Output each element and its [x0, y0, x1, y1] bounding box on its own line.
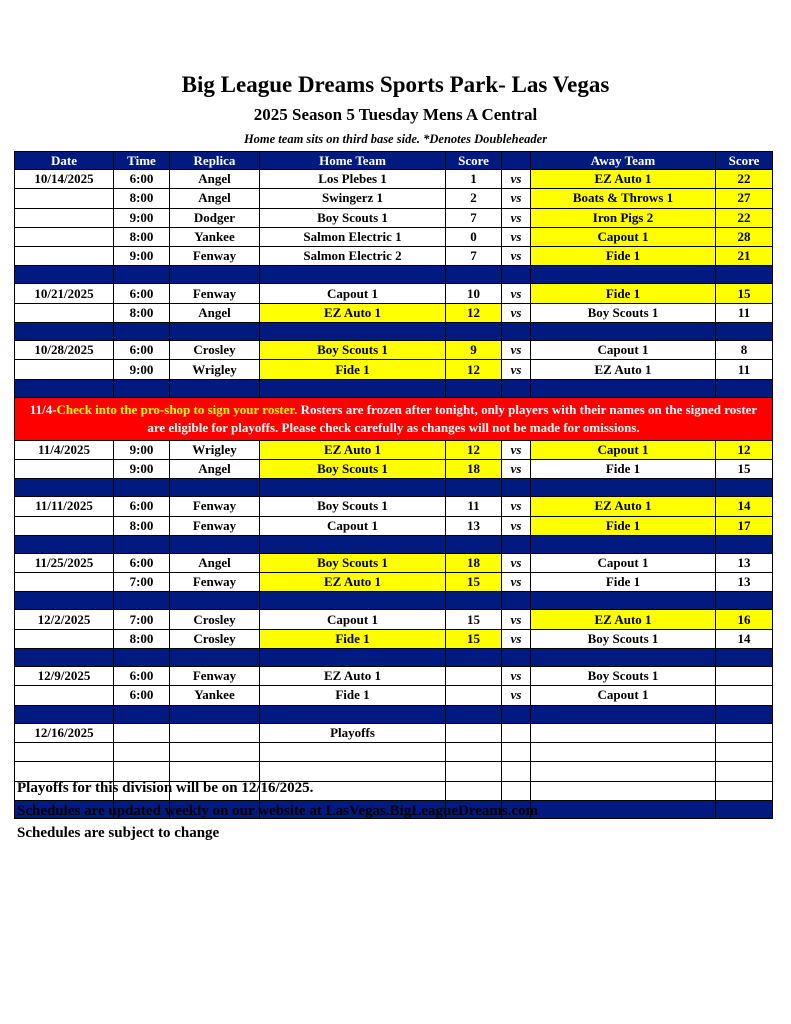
vs-label	[502, 742, 531, 761]
separator-cell	[15, 266, 114, 284]
away-score	[716, 667, 773, 686]
home-team	[260, 742, 446, 761]
separator-cell	[15, 592, 114, 610]
away-team: Capout 1	[531, 686, 716, 705]
home-team: EZ Auto 1	[260, 667, 446, 686]
separator-cell	[716, 800, 773, 818]
game-row	[15, 189, 773, 208]
game-date: 11/25/2025	[15, 553, 114, 572]
game-date: 12/9/2025	[15, 667, 114, 686]
separator-cell	[15, 535, 114, 553]
home-team: Boy Scouts 1	[260, 497, 446, 516]
away-score: 14	[716, 629, 773, 648]
separator-cell	[170, 705, 260, 723]
separator-cell	[531, 705, 716, 723]
footer-notes	[17, 777, 538, 845]
game-date	[15, 516, 114, 535]
separator-cell	[446, 479, 502, 497]
away-score: 14	[716, 497, 773, 516]
vs-label: vs	[502, 227, 531, 246]
notice-text: Rosters are frozen after tonight, only players with their names on the signed roster are eligible for playoffs. Please check carefully as changes will not be made for omissions.	[147, 401, 758, 435]
separator-cell	[716, 535, 773, 553]
game-time: 9:00	[114, 247, 170, 266]
separator-cell	[502, 323, 531, 341]
game-row	[15, 227, 773, 246]
separator-cell	[446, 266, 502, 284]
col-header-away-score: Score	[716, 152, 773, 170]
home-score: 2	[446, 189, 502, 208]
separator-cell	[114, 535, 170, 553]
away-team: Capout 1	[531, 553, 716, 572]
home-score: 15	[446, 573, 502, 592]
vs-label: vs	[502, 440, 531, 459]
col-header-date: Date	[15, 152, 114, 170]
game-row	[15, 573, 773, 592]
separator-cell	[531, 535, 716, 553]
game-date	[15, 742, 114, 761]
game-time: 8:00	[114, 516, 170, 535]
away-score: 28	[716, 227, 773, 246]
away-score	[716, 723, 773, 742]
vs-label: vs	[502, 341, 531, 360]
away-team	[531, 723, 716, 742]
col-header-away-team: Away Team	[531, 152, 716, 170]
separator-cell	[531, 592, 716, 610]
game-time: 6:00	[114, 667, 170, 686]
away-score: 11	[716, 360, 773, 379]
separator-cell	[15, 323, 114, 341]
home-score: 15	[446, 629, 502, 648]
col-header-replica: Replica	[170, 152, 260, 170]
home-score	[446, 723, 502, 742]
game-row	[15, 303, 773, 322]
game-time: 9:00	[114, 440, 170, 459]
home-score: 18	[446, 459, 502, 478]
game-time: 7:00	[114, 573, 170, 592]
separator-cell	[531, 323, 716, 341]
game-date	[15, 247, 114, 266]
separator-cell	[260, 379, 446, 397]
separator-cell	[502, 649, 531, 667]
away-team: EZ Auto 1	[531, 360, 716, 379]
vs-label: vs	[502, 667, 531, 686]
game-date: 11/11/2025	[15, 497, 114, 516]
home-team: Capout 1	[260, 610, 446, 629]
game-time: 9:00	[114, 208, 170, 227]
away-score: 21	[716, 247, 773, 266]
roster-notice	[15, 397, 773, 440]
game-replica-field: Crosley	[170, 629, 260, 648]
separator-cell	[170, 379, 260, 397]
separator-cell	[446, 592, 502, 610]
home-score	[446, 667, 502, 686]
away-score: 15	[716, 284, 773, 303]
game-replica-field: Yankee	[170, 227, 260, 246]
game-replica-field: Angel	[170, 303, 260, 322]
game-row	[15, 247, 773, 266]
separator-cell	[716, 479, 773, 497]
col-header-home-score: Score	[446, 152, 502, 170]
home-team: EZ Auto 1	[260, 303, 446, 322]
home-team: Boy Scouts 1	[260, 459, 446, 478]
away-score: 15	[716, 459, 773, 478]
game-date: 12/16/2025	[15, 723, 114, 742]
away-score: 16	[716, 610, 773, 629]
away-score	[716, 762, 773, 781]
separator-cell	[15, 649, 114, 667]
separator-cell	[531, 649, 716, 667]
home-score	[446, 742, 502, 761]
footer-change-note: Schedules are subject to change	[17, 825, 220, 841]
game-replica-field: Fenway	[170, 667, 260, 686]
separator-cell	[260, 705, 446, 723]
separator-cell	[114, 379, 170, 397]
game-replica-field: Angel	[170, 459, 260, 478]
separator-cell	[446, 323, 502, 341]
away-score: 27	[716, 189, 773, 208]
separator-cell	[502, 379, 531, 397]
separator-cell	[170, 649, 260, 667]
away-team: Fide 1	[531, 459, 716, 478]
game-row	[15, 553, 773, 572]
game-replica-field: Fenway	[170, 247, 260, 266]
separator-cell	[170, 479, 260, 497]
vs-label	[502, 723, 531, 742]
game-time: 8:00	[114, 303, 170, 322]
away-team: EZ Auto 1	[531, 610, 716, 629]
separator-cell	[260, 592, 446, 610]
separator-cell	[502, 535, 531, 553]
separator-cell	[170, 592, 260, 610]
game-time: 6:00	[114, 170, 170, 189]
game-date	[15, 459, 114, 478]
away-team: Boy Scouts 1	[531, 667, 716, 686]
separator-cell	[716, 379, 773, 397]
away-score: 22	[716, 208, 773, 227]
vs-label: vs	[502, 629, 531, 648]
away-score: 8	[716, 341, 773, 360]
home-score: 11	[446, 497, 502, 516]
separator-cell	[114, 649, 170, 667]
separator-cell	[170, 266, 260, 284]
week-separator-row	[15, 705, 773, 723]
home-team: Fide 1	[260, 686, 446, 705]
vs-label: vs	[502, 247, 531, 266]
home-score: 18	[446, 553, 502, 572]
game-row	[15, 516, 773, 535]
game-row	[15, 667, 773, 686]
home-team: Playoffs	[260, 723, 446, 742]
home-score: 15	[446, 610, 502, 629]
separator-cell	[716, 592, 773, 610]
game-time: 8:00	[114, 189, 170, 208]
home-score: 12	[446, 360, 502, 379]
away-team: EZ Auto 1	[531, 170, 716, 189]
away-team: Boy Scouts 1	[531, 629, 716, 648]
vs-label: vs	[502, 516, 531, 535]
away-team: Capout 1	[531, 440, 716, 459]
away-score	[716, 742, 773, 761]
game-row	[15, 208, 773, 227]
separator-cell	[260, 323, 446, 341]
vs-label: vs	[502, 459, 531, 478]
away-team: Boy Scouts 1	[531, 303, 716, 322]
away-score: 17	[716, 516, 773, 535]
game-time: 6:00	[114, 553, 170, 572]
week-separator-row	[15, 323, 773, 341]
game-replica-field: Angel	[170, 553, 260, 572]
game-row	[15, 497, 773, 516]
away-team: Capout 1	[531, 341, 716, 360]
game-date	[15, 208, 114, 227]
vs-label: vs	[502, 189, 531, 208]
footer-playoffs-note: Playoffs for this division will be on 12/16/2025.	[17, 780, 314, 796]
separator-cell	[531, 479, 716, 497]
game-replica-field	[170, 723, 260, 742]
separator-cell	[531, 266, 716, 284]
game-time	[114, 742, 170, 761]
separator-cell	[446, 379, 502, 397]
separator-cell	[114, 323, 170, 341]
vs-label: vs	[502, 360, 531, 379]
game-replica-field: Wrigley	[170, 440, 260, 459]
game-time: 7:00	[114, 610, 170, 629]
game-replica-field: Wrigley	[170, 360, 260, 379]
away-team	[531, 742, 716, 761]
game-date: 10/28/2025	[15, 341, 114, 360]
game-row	[15, 360, 773, 379]
vs-label: vs	[502, 284, 531, 303]
away-team: Capout 1	[531, 227, 716, 246]
week-separator-row	[15, 592, 773, 610]
home-team: Capout 1	[260, 516, 446, 535]
home-team: Salmon Electric 1	[260, 227, 446, 246]
separator-cell	[260, 649, 446, 667]
game-row	[15, 170, 773, 189]
game-replica-field: Angel	[170, 170, 260, 189]
game-date	[15, 189, 114, 208]
separator-cell	[170, 323, 260, 341]
game-date	[15, 629, 114, 648]
home-score: 7	[446, 208, 502, 227]
home-score: 13	[446, 516, 502, 535]
separator-cell	[260, 479, 446, 497]
col-header-time: Time	[114, 152, 170, 170]
week-separator-row	[15, 266, 773, 284]
notice-highlight: Check into the pro-shop to sign your roster.	[56, 401, 298, 417]
away-team: Fide 1	[531, 247, 716, 266]
home-score: 1	[446, 170, 502, 189]
vs-label: vs	[502, 303, 531, 322]
game-date: 12/2/2025	[15, 610, 114, 629]
page-subtitle: 2025 Season 5 Tuesday Mens A Central	[253, 105, 538, 124]
separator-cell	[446, 649, 502, 667]
home-score: 12	[446, 303, 502, 322]
separator-cell	[15, 379, 114, 397]
home-team: Los Plebes 1	[260, 170, 446, 189]
page-title: Big League Dreams Sports Park- Las Vegas	[181, 72, 610, 97]
week-separator-row	[15, 535, 773, 553]
game-row	[15, 742, 773, 761]
home-score: 10	[446, 284, 502, 303]
separator-cell	[446, 705, 502, 723]
week-separator-row	[15, 379, 773, 397]
game-time: 6:00	[114, 341, 170, 360]
vs-label: vs	[502, 553, 531, 572]
home-team: Fide 1	[260, 360, 446, 379]
game-row	[15, 610, 773, 629]
home-team: Salmon Electric 2	[260, 247, 446, 266]
separator-cell	[531, 379, 716, 397]
game-replica-field: Fenway	[170, 497, 260, 516]
home-team: Boy Scouts 1	[260, 553, 446, 572]
home-score: 0	[446, 227, 502, 246]
vs-label: vs	[502, 208, 531, 227]
game-replica-field: Fenway	[170, 284, 260, 303]
game-replica-field	[170, 742, 260, 761]
away-team: EZ Auto 1	[531, 497, 716, 516]
home-score: 7	[446, 247, 502, 266]
game-time: 9:00	[114, 360, 170, 379]
separator-cell	[716, 705, 773, 723]
vs-label: vs	[502, 610, 531, 629]
away-score: 13	[716, 573, 773, 592]
week-separator-row	[15, 479, 773, 497]
home-team: Boy Scouts 1	[260, 341, 446, 360]
game-row	[15, 629, 773, 648]
separator-cell	[716, 266, 773, 284]
game-row	[15, 723, 773, 742]
game-date: 11/4/2025	[15, 440, 114, 459]
game-row	[15, 341, 773, 360]
game-row	[15, 284, 773, 303]
separator-cell	[114, 479, 170, 497]
away-team: Boats & Throws 1	[531, 189, 716, 208]
game-replica-field: Fenway	[170, 573, 260, 592]
separator-cell	[716, 649, 773, 667]
game-date: 10/21/2025	[15, 284, 114, 303]
table-header-row	[15, 152, 773, 170]
game-date	[15, 360, 114, 379]
separator-cell	[15, 705, 114, 723]
home-team: EZ Auto 1	[260, 573, 446, 592]
game-time: 6:00	[114, 686, 170, 705]
game-date	[15, 573, 114, 592]
separator-cell	[260, 535, 446, 553]
separator-cell	[502, 592, 531, 610]
game-time	[114, 723, 170, 742]
away-score: 11	[716, 303, 773, 322]
separator-cell	[114, 705, 170, 723]
away-score: 13	[716, 553, 773, 572]
game-replica-field: Dodger	[170, 208, 260, 227]
separator-cell	[716, 323, 773, 341]
away-team	[531, 781, 716, 800]
away-team	[531, 762, 716, 781]
game-time: 9:00	[114, 459, 170, 478]
game-replica-field: Crosley	[170, 610, 260, 629]
notice-date: 11/4-	[29, 401, 57, 417]
schedule-table	[14, 151, 773, 819]
away-score: 22	[716, 170, 773, 189]
home-team: Swingerz 1	[260, 189, 446, 208]
game-date	[15, 303, 114, 322]
away-team: Iron Pigs 2	[531, 208, 716, 227]
away-score: 12	[716, 440, 773, 459]
game-row	[15, 440, 773, 459]
col-header-home-team: Home Team	[260, 152, 446, 170]
home-team-note: Home team sits on third base side. *Denotes Doubleheader	[243, 132, 548, 146]
game-replica-field: Yankee	[170, 686, 260, 705]
separator-cell	[502, 266, 531, 284]
separator-cell	[531, 800, 716, 818]
game-replica-field: Fenway	[170, 516, 260, 535]
home-score	[446, 686, 502, 705]
game-time: 8:00	[114, 227, 170, 246]
vs-label: vs	[502, 170, 531, 189]
separator-cell	[446, 535, 502, 553]
separator-cell	[114, 266, 170, 284]
home-score: 12	[446, 440, 502, 459]
game-time: 8:00	[114, 629, 170, 648]
game-replica-field: Angel	[170, 189, 260, 208]
game-date	[15, 227, 114, 246]
game-replica-field: Crosley	[170, 341, 260, 360]
home-team: Fide 1	[260, 629, 446, 648]
game-date: 10/14/2025	[15, 170, 114, 189]
away-score	[716, 781, 773, 800]
separator-cell	[170, 535, 260, 553]
week-separator-row	[15, 649, 773, 667]
separator-cell	[15, 479, 114, 497]
game-row	[15, 459, 773, 478]
col-header-vs	[502, 152, 531, 170]
separator-cell	[260, 266, 446, 284]
game-date	[15, 686, 114, 705]
vs-label: vs	[502, 573, 531, 592]
vs-label: vs	[502, 497, 531, 516]
roster-notice-row	[15, 397, 773, 440]
away-team: Fide 1	[531, 516, 716, 535]
game-time: 6:00	[114, 284, 170, 303]
home-score: 9	[446, 341, 502, 360]
away-team: Fide 1	[531, 284, 716, 303]
home-team: EZ Auto 1	[260, 440, 446, 459]
home-team: Boy Scouts 1	[260, 208, 446, 227]
away-team: Fide 1	[531, 573, 716, 592]
game-row	[15, 686, 773, 705]
separator-cell	[502, 705, 531, 723]
game-time: 6:00	[114, 497, 170, 516]
home-team: Capout 1	[260, 284, 446, 303]
away-score	[716, 686, 773, 705]
separator-cell	[502, 479, 531, 497]
separator-cell	[114, 592, 170, 610]
schedule-body	[15, 170, 773, 819]
vs-label: vs	[502, 686, 531, 705]
footer-website-note: Schedules are updated weekly on our website at LasVegas.BigLeagueDreams.com	[17, 802, 539, 819]
